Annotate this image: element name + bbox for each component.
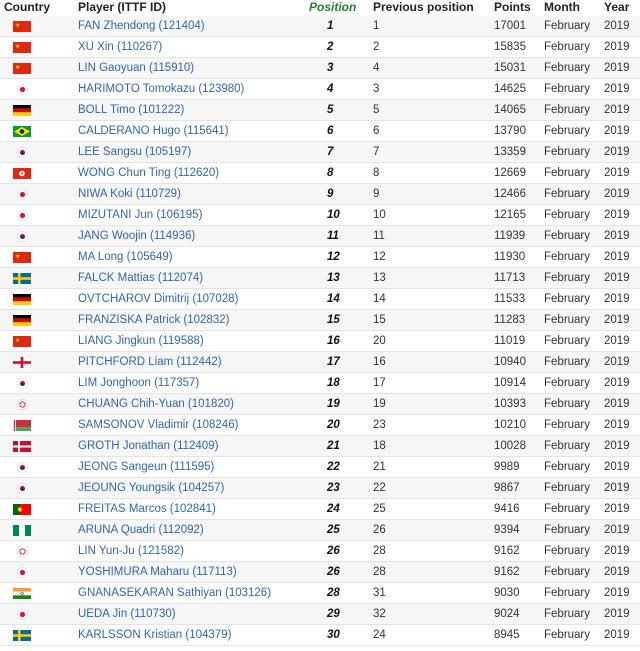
points-value: 14625 <box>490 79 540 100</box>
previous-position-value: 7 <box>369 142 490 163</box>
player-name-link[interactable]: FAN Zhendong (121404) <box>74 16 305 37</box>
points-value: 9162 <box>490 562 540 583</box>
player-name-link[interactable]: ARUNA Quadri (112092) <box>74 520 305 541</box>
year-value: 2019 <box>600 247 640 268</box>
player-name-link[interactable]: KARLSSON Kristian (104379) <box>74 625 305 646</box>
table-row <box>0 16 640 37</box>
previous-position-value: 25 <box>369 499 490 520</box>
table-row <box>0 79 640 100</box>
position-value: 26 <box>305 541 369 562</box>
position-value: 11 <box>305 226 369 247</box>
previous-position-value: 28 <box>369 562 490 583</box>
position-header[interactable]: Position <box>309 0 357 14</box>
month-value: February <box>540 604 600 625</box>
month-value: February <box>540 625 600 646</box>
position-value: 26 <box>305 562 369 583</box>
header-row <box>0 0 640 16</box>
points-value: 10028 <box>490 436 540 457</box>
table-row <box>0 268 640 289</box>
previous-position-value: 20 <box>369 331 490 352</box>
points-value: 10210 <box>490 415 540 436</box>
previous-position-value: 13 <box>369 268 490 289</box>
year-value: 2019 <box>600 394 640 415</box>
year-value: 2019 <box>600 16 640 37</box>
month-value: February <box>540 310 600 331</box>
korea-flag <box>0 373 74 394</box>
points-value: 11533 <box>490 289 540 310</box>
position-value: 28 <box>305 583 369 604</box>
position-value: 20 <box>305 415 369 436</box>
player-name-link[interactable]: OVTCHAROV Dimitrij (107028) <box>74 289 305 310</box>
points-value: 17001 <box>490 16 540 37</box>
month-value: February <box>540 541 600 562</box>
table-row <box>0 142 640 163</box>
points-value: 13359 <box>490 142 540 163</box>
year-value: 2019 <box>600 58 640 79</box>
year-value: 2019 <box>600 562 640 583</box>
previous-position-value: 28 <box>369 541 490 562</box>
position-value: 16 <box>305 331 369 352</box>
month-value: February <box>540 142 600 163</box>
player-name-link[interactable]: CHUANG Chih-Yuan (101820) <box>74 394 305 415</box>
table-row <box>0 499 640 520</box>
points-value: 12165 <box>490 205 540 226</box>
china-flag <box>0 331 74 352</box>
position-value: 22 <box>305 457 369 478</box>
month-value: February <box>540 58 600 79</box>
year-value: 2019 <box>600 373 640 394</box>
player-name-link[interactable]: MIZUTANI Jun (106195) <box>74 205 305 226</box>
previous-position-value: 16 <box>369 352 490 373</box>
year-value: 2019 <box>600 37 640 58</box>
points-value: 11930 <box>490 247 540 268</box>
year-value: 2019 <box>600 352 640 373</box>
month-header[interactable]: Month <box>544 0 580 14</box>
player-name-link[interactable]: GNANASEKARAN Sathiyan (103126) <box>74 583 305 604</box>
previous-position-value: 12 <box>369 247 490 268</box>
denmark-flag <box>0 436 74 457</box>
points-value: 15835 <box>490 37 540 58</box>
month-value: February <box>540 499 600 520</box>
table-row <box>0 478 640 499</box>
previous-position-value: 5 <box>369 100 490 121</box>
player-name-link[interactable]: XU Xin (110267) <box>74 37 305 58</box>
year-value: 2019 <box>600 310 640 331</box>
germany-flag <box>0 310 74 331</box>
player-name-link[interactable]: FRANZISKA Patrick (102832) <box>74 310 305 331</box>
month-value: February <box>540 163 600 184</box>
month-value: February <box>540 436 600 457</box>
points-value: 11019 <box>490 331 540 352</box>
month-value: February <box>540 184 600 205</box>
position-value: 2 <box>305 37 369 58</box>
year-value: 2019 <box>600 184 640 205</box>
points-value: 9989 <box>490 457 540 478</box>
month-value: February <box>540 226 600 247</box>
month-value: February <box>540 478 600 499</box>
germany-flag <box>0 289 74 310</box>
position-value: 18 <box>305 373 369 394</box>
player-name-link[interactable]: JEONG Sangeun (111595) <box>74 457 305 478</box>
table-row <box>0 58 640 79</box>
position-value: 23 <box>305 478 369 499</box>
table-row <box>0 373 640 394</box>
position-value: 5 <box>305 100 369 121</box>
previous-position-value: 24 <box>369 625 490 646</box>
player-name-link[interactable]: YOSHIMURA Maharu (117113) <box>74 562 305 583</box>
previous-position-value: 26 <box>369 520 490 541</box>
previous-position-value: 31 <box>369 583 490 604</box>
table-row <box>0 163 640 184</box>
china-flag <box>0 16 74 37</box>
position-value: 21 <box>305 436 369 457</box>
year-value: 2019 <box>600 121 640 142</box>
table-row <box>0 226 640 247</box>
previous-position-value: 19 <box>369 394 490 415</box>
country-header[interactable]: Country <box>4 0 50 14</box>
year-value: 2019 <box>600 226 640 247</box>
china-flag <box>0 247 74 268</box>
player-name-link[interactable]: UEDA Jin (110730) <box>74 604 305 625</box>
table-row <box>0 562 640 583</box>
table-row <box>0 331 640 352</box>
svg-text:★: ★ <box>15 64 21 71</box>
points-value: 9416 <box>490 499 540 520</box>
korea-flag <box>0 457 74 478</box>
position-value: 24 <box>305 499 369 520</box>
table-row <box>0 457 640 478</box>
chinese-taipei-flag <box>0 541 74 562</box>
player-name-link[interactable]: CALDERANO Hugo (115641) <box>74 121 305 142</box>
position-value: 1 <box>305 16 369 37</box>
points-value: 11713 <box>490 268 540 289</box>
points-value: 9030 <box>490 583 540 604</box>
position-value: 29 <box>305 604 369 625</box>
points-value: 8945 <box>490 625 540 646</box>
player-name-link[interactable]: SAMSONOV Vladimir (108246) <box>74 415 305 436</box>
month-value: February <box>540 562 600 583</box>
month-value: February <box>540 373 600 394</box>
player-name-link[interactable]: GROTH Jonathan (112409) <box>74 436 305 457</box>
svg-text:★: ★ <box>15 22 21 29</box>
korea-flag <box>0 226 74 247</box>
month-value: February <box>540 331 600 352</box>
points-value: 10393 <box>490 394 540 415</box>
previous-position-header[interactable]: Previous position <box>373 0 474 14</box>
table-row <box>0 352 640 373</box>
year-value: 2019 <box>600 205 640 226</box>
previous-position-value: 15 <box>369 310 490 331</box>
previous-position-value: 4 <box>369 58 490 79</box>
year-value: 2019 <box>600 163 640 184</box>
table-row <box>0 289 640 310</box>
table-row <box>0 100 640 121</box>
position-value: 8 <box>305 163 369 184</box>
table-row <box>0 583 640 604</box>
player-name-link[interactable]: MA Long (105649) <box>74 247 305 268</box>
year-value: 2019 <box>600 100 640 121</box>
points-value: 12669 <box>490 163 540 184</box>
previous-position-value: 1 <box>369 16 490 37</box>
month-value: February <box>540 352 600 373</box>
position-value: 15 <box>305 310 369 331</box>
points-header[interactable]: Points <box>494 0 531 14</box>
table-row <box>0 541 640 562</box>
player-name-link[interactable]: LIN Gaoyuan (115910) <box>74 58 305 79</box>
table-row <box>0 415 640 436</box>
previous-position-value: 11 <box>369 226 490 247</box>
position-value: 17 <box>305 352 369 373</box>
germany-flag <box>0 100 74 121</box>
year-value: 2019 <box>600 604 640 625</box>
position-value: 6 <box>305 121 369 142</box>
year-value: 2019 <box>600 499 640 520</box>
position-value: 13 <box>305 268 369 289</box>
previous-position-value: 8 <box>369 163 490 184</box>
india-flag <box>0 583 74 604</box>
previous-position-value: 2 <box>369 37 490 58</box>
points-value: 9024 <box>490 604 540 625</box>
month-value: February <box>540 121 600 142</box>
belarus-flag <box>0 415 74 436</box>
player-header[interactable]: Player (ITTF ID) <box>78 0 167 14</box>
table-row <box>0 625 640 646</box>
japan-flag <box>0 205 74 226</box>
previous-position-value: 9 <box>369 184 490 205</box>
player-name-link[interactable]: JANG Woojin (114936) <box>74 226 305 247</box>
previous-position-value: 6 <box>369 121 490 142</box>
previous-position-value: 18 <box>369 436 490 457</box>
player-name-link[interactable]: FREITAS Marcos (102841) <box>74 499 305 520</box>
japan-flag <box>0 562 74 583</box>
points-value: 9162 <box>490 541 540 562</box>
table-row <box>0 184 640 205</box>
year-value: 2019 <box>600 436 640 457</box>
month-value: February <box>540 205 600 226</box>
points-value: 11283 <box>490 310 540 331</box>
year-value: 2019 <box>600 268 640 289</box>
points-value: 9394 <box>490 520 540 541</box>
table-row <box>0 394 640 415</box>
year-value: 2019 <box>600 583 640 604</box>
svg-text:★: ★ <box>15 253 21 260</box>
year-value: 2019 <box>600 520 640 541</box>
points-value: 10914 <box>490 373 540 394</box>
england-flag <box>0 352 74 373</box>
player-name-link[interactable]: HARIMOTO Tomokazu (123980) <box>74 79 305 100</box>
chinese-taipei-flag <box>0 394 74 415</box>
table-row <box>0 520 640 541</box>
points-value: 10940 <box>490 352 540 373</box>
player-name-link[interactable]: PITCHFORD Liam (112442) <box>74 352 305 373</box>
china-flag <box>0 58 74 79</box>
korea-flag <box>0 478 74 499</box>
month-value: February <box>540 268 600 289</box>
table-row <box>0 436 640 457</box>
previous-position-value: 23 <box>369 415 490 436</box>
player-name-link[interactable]: LIM Jonghoon (117357) <box>74 373 305 394</box>
previous-position-value: 17 <box>369 373 490 394</box>
previous-position-value: 32 <box>369 604 490 625</box>
previous-position-value: 21 <box>369 457 490 478</box>
position-value: 12 <box>305 247 369 268</box>
nigeria-flag <box>0 520 74 541</box>
previous-position-value: 3 <box>369 79 490 100</box>
points-value: 15031 <box>490 58 540 79</box>
previous-position-value: 14 <box>369 289 490 310</box>
brazil-flag <box>0 121 74 142</box>
year-value: 2019 <box>600 331 640 352</box>
points-value: 9867 <box>490 478 540 499</box>
player-name-link[interactable]: JEOUNG Youngsik (104257) <box>74 478 305 499</box>
player-name-link[interactable]: LIN Yun-Ju (121582) <box>74 541 305 562</box>
month-value: February <box>540 583 600 604</box>
hong-kong-flag <box>0 163 74 184</box>
position-value: 7 <box>305 142 369 163</box>
table-row <box>0 310 640 331</box>
position-value: 10 <box>305 205 369 226</box>
previous-position-value: 10 <box>369 205 490 226</box>
previous-position-value: 22 <box>369 478 490 499</box>
position-value: 4 <box>305 79 369 100</box>
year-value: 2019 <box>600 79 640 100</box>
year-value: 2019 <box>600 415 640 436</box>
year-header[interactable]: Year <box>604 0 630 14</box>
month-value: February <box>540 457 600 478</box>
year-value: 2019 <box>600 541 640 562</box>
japan-flag <box>0 604 74 625</box>
sweden-flag <box>0 625 74 646</box>
month-value: February <box>540 79 600 100</box>
position-value: 3 <box>305 58 369 79</box>
year-value: 2019 <box>600 625 640 646</box>
month-value: February <box>540 520 600 541</box>
player-name-link[interactable]: NIWA Koki (110729) <box>74 184 305 205</box>
player-name-link[interactable]: LEE Sangsu (105197) <box>74 142 305 163</box>
year-value: 2019 <box>600 142 640 163</box>
position-value: 30 <box>305 625 369 646</box>
month-value: February <box>540 247 600 268</box>
points-value: 14065 <box>490 100 540 121</box>
month-value: February <box>540 37 600 58</box>
sweden-flag <box>0 268 74 289</box>
month-value: February <box>540 394 600 415</box>
china-flag <box>0 37 74 58</box>
table-row <box>0 604 640 625</box>
player-name-link[interactable]: BOLL Timo (101222) <box>74 100 305 121</box>
svg-text:★: ★ <box>15 43 21 50</box>
table-row <box>0 205 640 226</box>
year-value: 2019 <box>600 478 640 499</box>
year-value: 2019 <box>600 457 640 478</box>
japan-flag <box>0 184 74 205</box>
month-value: February <box>540 289 600 310</box>
svg-text:★: ★ <box>15 337 21 344</box>
month-value: February <box>540 100 600 121</box>
player-name-link[interactable]: LIANG Jingkun (119588) <box>74 331 305 352</box>
table-row <box>0 37 640 58</box>
japan-flag <box>0 79 74 100</box>
points-value: 11939 <box>490 226 540 247</box>
month-value: February <box>540 16 600 37</box>
points-value: 13790 <box>490 121 540 142</box>
player-name-link[interactable]: WONG Chun Ting (112620) <box>74 163 305 184</box>
month-value: February <box>540 415 600 436</box>
table-row <box>0 247 640 268</box>
player-name-link[interactable]: FALCK Mattias (112074) <box>74 268 305 289</box>
korea-flag <box>0 142 74 163</box>
position-value: 9 <box>305 184 369 205</box>
position-value: 25 <box>305 520 369 541</box>
position-value: 19 <box>305 394 369 415</box>
year-value: 2019 <box>600 289 640 310</box>
position-value: 14 <box>305 289 369 310</box>
points-value: 12466 <box>490 184 540 205</box>
portugal-flag <box>0 499 74 520</box>
table-row <box>0 121 640 142</box>
